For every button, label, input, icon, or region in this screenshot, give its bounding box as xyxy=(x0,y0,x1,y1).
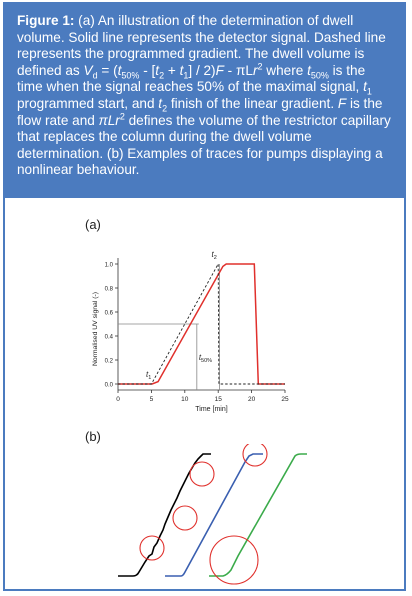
caption-var: V xyxy=(83,62,93,78)
caption-var: πLr xyxy=(98,112,120,128)
caption-text: - πL xyxy=(223,62,253,78)
caption-var: t xyxy=(117,62,122,78)
caption-text: + xyxy=(164,62,180,78)
caption-text: = ( xyxy=(97,62,118,78)
highlight-circle xyxy=(190,462,214,486)
caption-var: t xyxy=(363,79,367,95)
x-tick-label: 5 xyxy=(149,396,154,403)
caption-label: Figure 1: xyxy=(17,13,75,28)
caption-text: programmed start, and xyxy=(17,95,159,111)
panel-a-label: (a) xyxy=(85,217,101,232)
caption-sub: 1 xyxy=(183,70,189,81)
y-tick-label: 0.0 xyxy=(104,382,113,389)
caption-text: where xyxy=(262,62,308,78)
x-tick-label: 15 xyxy=(214,396,222,403)
caption-var: t xyxy=(158,95,163,111)
caption-text: is the time when the signal reaches 50% of the maximal signal, xyxy=(17,62,366,95)
caption-sub: 50% xyxy=(121,70,140,81)
y-tick-label: 1.0 xyxy=(104,262,113,269)
x-tick-label: 0 xyxy=(116,396,120,403)
caption-var: t xyxy=(155,62,160,78)
caption-sub: 50% xyxy=(310,70,329,81)
y-tick-label: 0.6 xyxy=(104,310,113,317)
highlight-circle xyxy=(243,444,267,466)
caption-var: r xyxy=(252,62,258,78)
highlight-circle xyxy=(210,536,258,584)
t1-annotation: $t_1$ xyxy=(146,369,152,381)
x-axis-label: Time [min] xyxy=(195,406,228,413)
caption-var: t xyxy=(179,62,184,78)
nonlinear-traces-diagram xyxy=(5,444,404,589)
t2-annotation: $t_2$ xyxy=(211,249,217,261)
caption-sup: 2 xyxy=(257,61,263,72)
panel-b-label: (b) xyxy=(85,429,101,444)
caption-sup: 2 xyxy=(119,111,125,122)
y-tick-label: 0.8 xyxy=(104,286,113,293)
highlight-circle xyxy=(140,536,164,560)
y-axis-label: Normalised UV signal (-) xyxy=(92,291,99,367)
caption-var: t xyxy=(307,62,311,78)
x-tick-label: 25 xyxy=(281,396,289,403)
caption-var: F xyxy=(215,62,224,78)
caption-text: defines the volume of the restrictor capillary that replaces the column during the dwell volume determination. (b) Examples of traces for pumps displaying a nonlinear behaviour. xyxy=(17,112,391,178)
y-tick-label: 0.2 xyxy=(104,358,113,365)
caption-text: is the flow rate and xyxy=(17,95,383,128)
caption-var: F xyxy=(337,95,347,111)
t50-annotation: $t_{50\%}$ xyxy=(198,353,213,364)
highlight-circle xyxy=(173,506,197,530)
caption-text: finish of the linear gradient. xyxy=(167,95,338,111)
x-tick-label: 20 xyxy=(247,396,256,403)
caption-sub: 1 xyxy=(366,87,372,98)
figure-caption xyxy=(5,4,404,198)
caption-sub: 2 xyxy=(162,103,168,114)
figure-frame xyxy=(3,2,406,591)
caption-text: - [ xyxy=(139,62,156,78)
caption-text: ] / 2) xyxy=(188,62,216,78)
caption-sub: d xyxy=(92,70,98,81)
x-tick-label: 10 xyxy=(181,396,189,403)
caption-text: (a) An illustration of the determination of dwell volume. Solid line represents the detector signal. Dashed line represents the programmed gradient. The dwell volume is defined as xyxy=(17,13,386,78)
dwell-volume-chart xyxy=(5,240,404,430)
caption-sub: 2 xyxy=(159,70,165,81)
y-tick-label: 0.4 xyxy=(104,334,113,341)
